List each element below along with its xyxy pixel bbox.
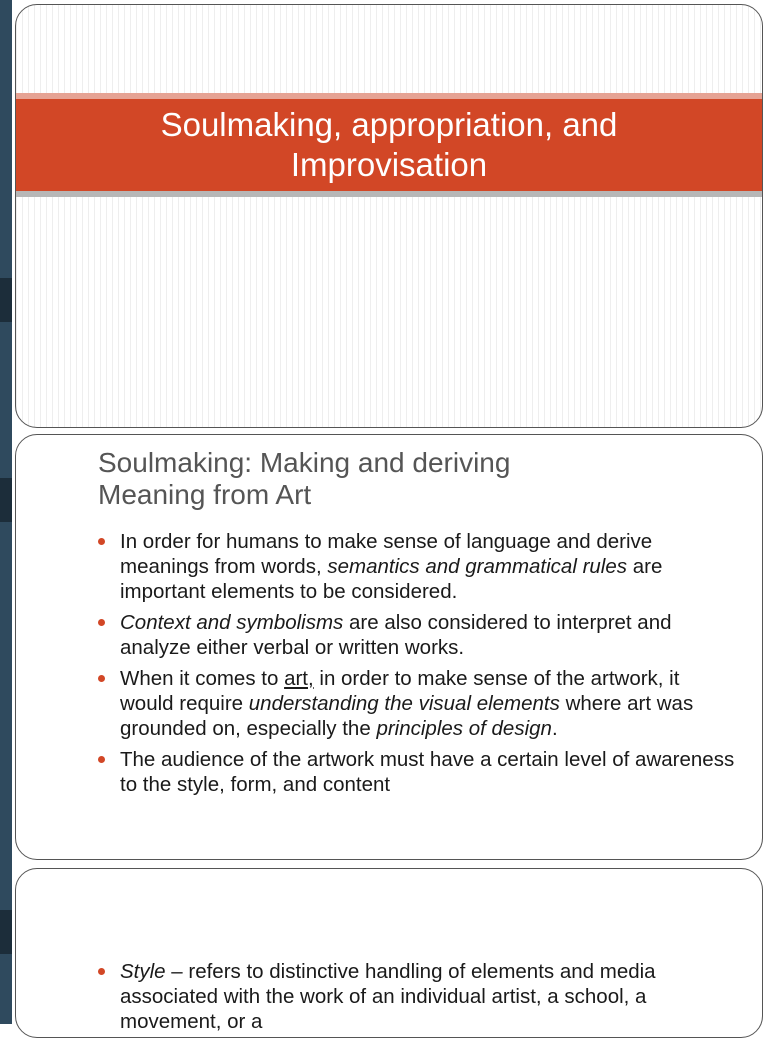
side-strip [0, 0, 12, 1024]
bullet-text: When it comes to [120, 667, 285, 690]
bullet-text: where art was grounded on, especially the [120, 692, 694, 740]
bullet-text: – refers to distinctive handling of elements and media associated with the work of an individual artist, a school, a movement, or a [120, 960, 656, 1033]
slide-thumbnail-2[interactable] [15, 434, 763, 860]
bullet-item [96, 959, 736, 1034]
bullet-text: are important elements to be considered. [120, 555, 663, 603]
bullet-text: The audience of the artwork must have a certain level of awareness to the style, form, and content [120, 748, 735, 796]
bullet-item [96, 666, 736, 741]
bullet-item [96, 529, 736, 604]
bullet-emphasis: semantics and grammatical rules [327, 555, 628, 578]
bullet-icon [98, 619, 105, 626]
title-banner [16, 93, 762, 197]
bullet-icon [98, 968, 105, 975]
bullet-text: are also considered to interpret and analyze either verbal or written works. [120, 611, 672, 659]
strip-marker [0, 910, 12, 954]
bullet-item [96, 747, 736, 797]
bullet-emphasis: principles of design [376, 717, 552, 740]
bullet-text: In order for humans to make sense of language and derive meanings from words, [120, 530, 653, 578]
strip-marker [0, 278, 12, 322]
bullet-text: . [551, 717, 558, 740]
bullet-list [96, 529, 736, 803]
bullet-item [96, 610, 736, 660]
slide-title: Soulmaking, appropriation, and Improvisation [160, 106, 618, 183]
bullet-emphasis: understanding the visual elements [248, 692, 560, 715]
bullet-underlined: art, [284, 667, 314, 690]
bullet-emphasis: Context and symbolisms [120, 611, 344, 634]
slide-thumbnail-1[interactable] [15, 4, 763, 428]
bullet-text: in order to make sense of the artwork, it would require [120, 667, 680, 715]
slide-thumbnail-3[interactable] [15, 868, 763, 1038]
strip-marker [0, 478, 12, 522]
slide-heading: Soulmaking: Making and deriving Meaning from Art [98, 447, 511, 511]
bullet-icon [98, 756, 105, 763]
bullet-icon [98, 675, 105, 682]
bullet-list [96, 959, 736, 1038]
bullet-emphasis: Style [120, 960, 166, 983]
bullet-icon [98, 538, 105, 545]
